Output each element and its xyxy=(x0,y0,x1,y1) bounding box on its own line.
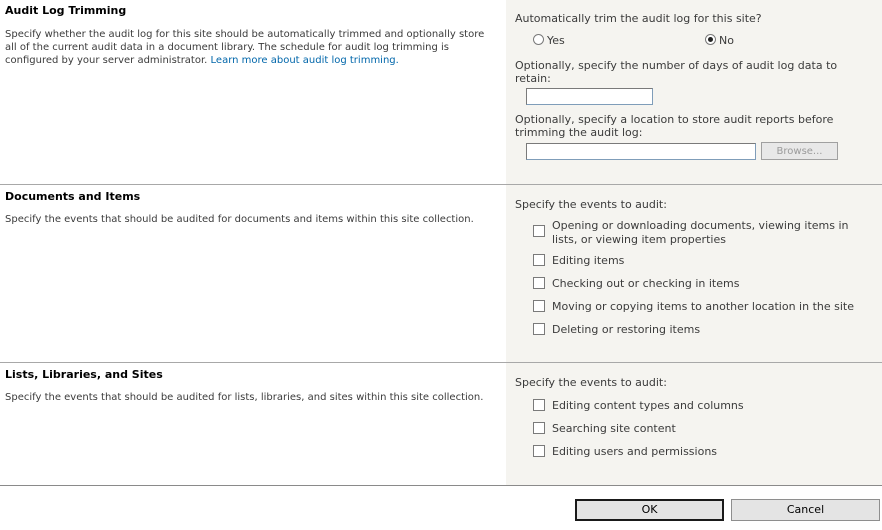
events-prompt: Specify the events to audit: xyxy=(515,198,667,211)
trim-no-label[interactable]: No xyxy=(719,34,734,47)
section-description xyxy=(5,28,490,67)
event-label-open-view: Opening or downloading documents, viewing items in lists, or viewing item properties xyxy=(552,219,849,246)
event-label-search: Searching site content xyxy=(552,422,676,435)
learn-more-link[interactable]: Learn more about audit log trimming. xyxy=(210,55,399,66)
lists-sites-controls xyxy=(506,363,882,485)
trim-yes-radio[interactable] xyxy=(533,34,544,45)
section-description: Specify the events that should be audited for documents and items within this site collection. xyxy=(5,214,474,225)
event-checkbox-delete-restore[interactable] xyxy=(533,323,545,335)
trim-question: Automatically trim the audit log for this site? xyxy=(515,12,762,25)
lists-sites-info xyxy=(0,363,506,485)
event-checkbox-content-types[interactable] xyxy=(533,399,545,411)
documents-items-controls xyxy=(506,185,882,362)
event-label-users-permissions: Editing users and permissions xyxy=(552,445,718,458)
description-text: Specify whether the audit log for this site should be automatically trimmed and optionally store all of the current audit data in a document library. The schedule for audit log trimming is configured by your server administrator. xyxy=(5,29,485,66)
days-label: Optionally, specify the number of days of audit log data to retain: xyxy=(515,59,838,85)
section-title: Documents and Items xyxy=(5,190,141,203)
lists-sites-section xyxy=(0,363,882,485)
trim-no-radio[interactable] xyxy=(705,34,716,45)
audit-trimming-section xyxy=(0,0,882,184)
trim-yes-label[interactable]: Yes xyxy=(547,34,565,47)
audit-trimming-info xyxy=(0,0,506,184)
location-label: Optionally, specify a location to store audit reports before trimming the audit log: xyxy=(515,113,834,139)
browse-button[interactable]: Browse... xyxy=(761,142,838,160)
event-label-content-types: Editing content types and columns xyxy=(552,399,744,412)
event-checkbox-search[interactable] xyxy=(533,422,545,434)
audit-trimming-controls xyxy=(506,0,882,184)
section-title: Lists, Libraries, and Sites xyxy=(5,368,163,381)
events-prompt: Specify the events to audit: xyxy=(515,376,667,389)
documents-items-section xyxy=(0,185,882,362)
event-checkbox-open-view[interactable] xyxy=(533,225,545,237)
event-label-checkout-checkin: Checking out or checking in items xyxy=(552,277,740,290)
event-label-delete-restore: Deleting or restoring items xyxy=(552,323,701,336)
days-input[interactable] xyxy=(526,88,653,105)
ok-button[interactable]: OK xyxy=(575,499,724,521)
event-checkbox-edit-items[interactable] xyxy=(533,254,545,266)
event-checkbox-checkout-checkin[interactable] xyxy=(533,277,545,289)
event-label-move-copy: Moving or copying items to another location in the site xyxy=(552,300,854,313)
cancel-button[interactable]: Cancel xyxy=(731,499,880,521)
event-checkbox-move-copy[interactable] xyxy=(533,300,545,312)
footer-divider xyxy=(0,485,882,486)
documents-items-info xyxy=(0,185,506,362)
event-checkbox-users-permissions[interactable] xyxy=(533,445,545,457)
event-label-edit-items: Editing items xyxy=(552,254,625,267)
location-input[interactable] xyxy=(526,143,756,160)
section-description: Specify the events that should be audited for lists, libraries, and sites within this site collection. xyxy=(5,392,484,403)
section-title: Audit Log Trimming xyxy=(5,4,127,17)
